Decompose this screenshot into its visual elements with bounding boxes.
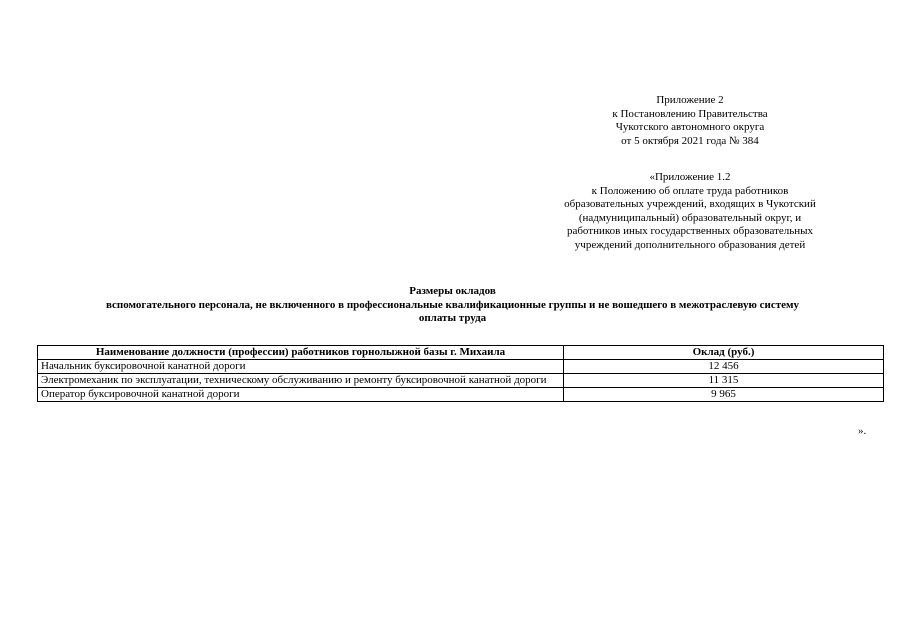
- title-line: вспомогательного персонала, не включенного в профессиональные квалификационные группы и не вошедшего в межотраслевую систему: [105, 298, 800, 311]
- cell-salary: 12 456: [564, 360, 884, 374]
- cell-position: Оператор буксировочной канатной дороги: [38, 388, 564, 402]
- title-line: Размеры окладов: [409, 285, 496, 297]
- annex-1-2-line: (надмуниципальный) образовательный округ, и: [578, 211, 802, 224]
- cell-position: Начальник буксировочной канатной дороги: [38, 360, 564, 374]
- annex-2-header: [530, 94, 850, 148]
- annex-2-line: к Постановлению Правительства: [612, 107, 768, 120]
- title-line: оплаты труда: [418, 312, 487, 324]
- cell-position: Электромеханик по эксплуатации, техническому обслуживанию и ремонту буксировочной канатной дороги: [38, 374, 564, 388]
- header-position: Наименование должности (профессии) работников горнолыжной базы г. Михаила: [38, 346, 564, 360]
- salary-table: [37, 345, 884, 402]
- annex-2-line: Чукотского автономного округа: [615, 121, 765, 133]
- annex-1-2-line: учреждений дополнительного образования детей: [574, 238, 806, 251]
- annex-2-line: Приложение 2: [656, 94, 724, 106]
- header-salary: Оклад (руб.): [564, 346, 884, 360]
- annex-1-2-line: образовательных учреждений, входящих в Чукотский: [564, 198, 816, 210]
- table-row: [38, 388, 884, 402]
- annex-2-line: от 5 октября 2021 года № 384: [621, 134, 759, 147]
- cell-salary: 11 315: [564, 374, 884, 388]
- document-title: [0, 285, 905, 326]
- annex-1-2-line: работников иных государственных образовательных: [566, 225, 814, 237]
- table-header-row: [38, 346, 884, 360]
- table-row: [38, 374, 884, 388]
- closing-quote: ».: [858, 425, 867, 437]
- annex-1-2-line: к Положению об оплате труда работников: [591, 184, 789, 197]
- table-row: [38, 360, 884, 374]
- annex-1-2-header: [530, 171, 850, 252]
- annex-1-2-line: «Приложение 1.2: [649, 171, 731, 183]
- cell-salary: 9 965: [564, 388, 884, 402]
